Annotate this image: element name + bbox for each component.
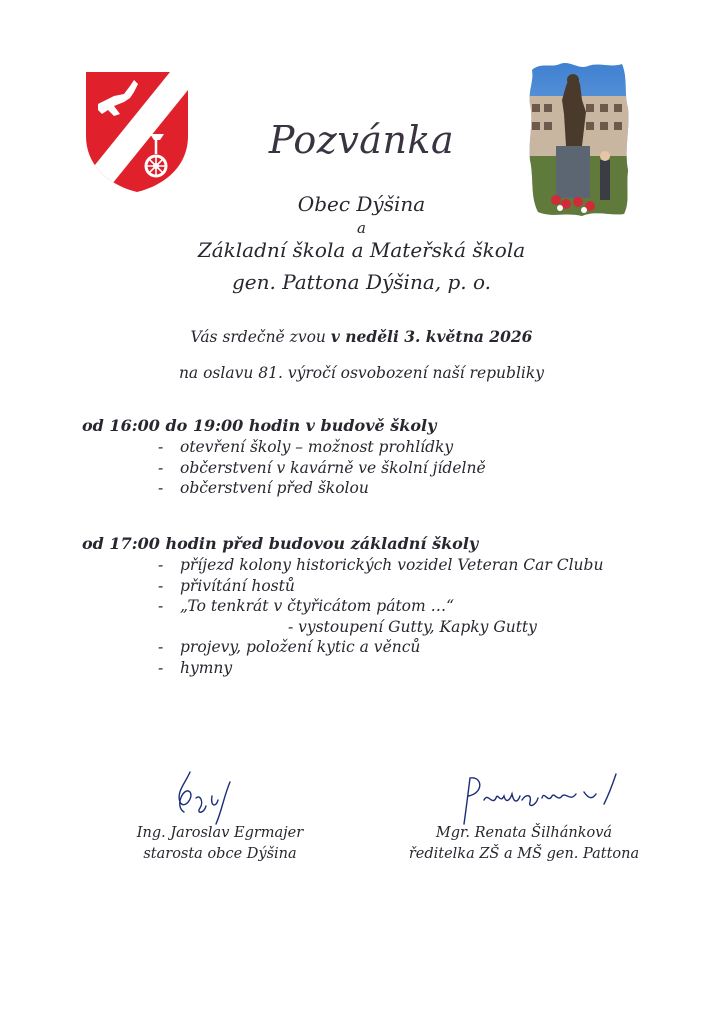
organizer-line-1: Obec Dýšina — [297, 192, 426, 216]
list-item — [158, 658, 603, 679]
signatory-role: starosta obce Dýšina — [143, 846, 297, 862]
section-heading: od 17:00 hodin před budovou základní školy — [82, 534, 479, 553]
list-bullet: - — [158, 638, 164, 656]
signatory-name: Ing. Jaroslav Egrmajer — [136, 825, 304, 841]
organizer-line-3: gen. Pattona Dýšina, p. o. — [231, 270, 492, 294]
list-bullet: - — [158, 438, 164, 456]
occasion-line: na oslavu 81. výročí osvobození naší republiky — [178, 364, 545, 382]
list-bullet: - — [158, 576, 164, 595]
list-item-text: občerstvení před školou — [180, 479, 369, 497]
list-item-text: přivítání hostů — [180, 576, 295, 595]
list-item — [158, 576, 603, 597]
invitation-line — [0, 327, 723, 346]
list-bullet: - — [158, 658, 164, 677]
program-list — [158, 437, 486, 499]
list-item-text: hymny — [180, 658, 233, 677]
signature-right-mark — [440, 770, 630, 830]
list-item — [158, 555, 603, 576]
section-heading: od 16:00 do 19:00 hodin v budově školy — [82, 416, 437, 435]
list-item — [158, 437, 486, 458]
conjunction: a — [357, 219, 366, 237]
signature-left — [110, 823, 330, 865]
invitation-prefix: Vás srdečně zvou — [190, 328, 331, 346]
list-item-text: občerstvení v kavárně ve školní jídelně — [180, 458, 486, 477]
list-item-text: otevření školy – možnost prohlídky — [180, 438, 454, 456]
list-item — [158, 596, 603, 617]
list-bullet: - — [158, 479, 164, 497]
list-item — [158, 637, 603, 658]
list-item-text: příjezd kolony historických vozidel Veteran Car Clubu — [180, 556, 604, 574]
list-bullet: - — [158, 458, 164, 477]
list-subitem-text: - vystoupení Gutty, Kapky Gutty — [288, 617, 537, 636]
event-date: v neděli 3. května 2026 — [330, 327, 533, 346]
signatory-role: ředitelka ZŠ a MŠ gen. Pattona — [408, 846, 640, 862]
list-item — [158, 478, 486, 499]
signature-right — [398, 823, 650, 865]
list-item-text: „To tenkrát v čtyřicátom pátom …“ — [180, 597, 455, 615]
signatory-name: Mgr. Renata Šilhánková — [435, 825, 613, 841]
list-bullet: - — [158, 597, 164, 615]
list-subitem — [158, 617, 603, 638]
list-item-text: projevy, položení kytic a věnců — [180, 638, 421, 656]
program-list — [158, 555, 603, 678]
list-item — [158, 458, 486, 479]
signature-left-mark — [160, 762, 250, 832]
list-bullet: - — [158, 556, 164, 574]
organizer-line-2: Základní škola a Mateřská škola — [197, 238, 526, 262]
page-title: Pozvánka — [268, 118, 455, 162]
